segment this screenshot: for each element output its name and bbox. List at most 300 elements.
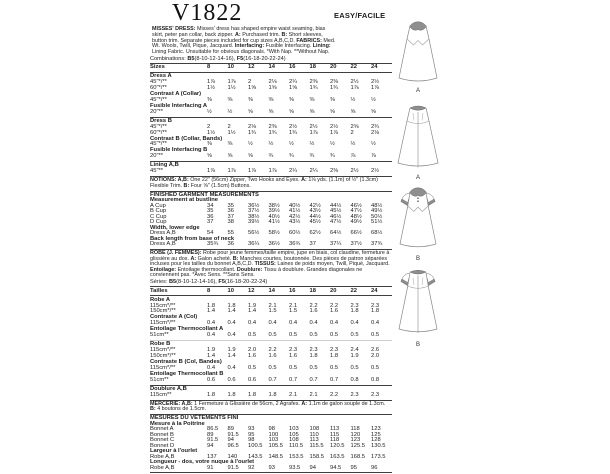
cell-value: 38½ [268, 202, 280, 209]
text-segment: Robe pour jeune femmes/taille empire, jupe en biais, col claudine, fermeture à glissière au dos. [150, 249, 390, 262]
cell-value: 163.5 [330, 453, 345, 460]
text-segment: Laines de poids moyen, Twill, Piqué, Jacquard. [277, 261, 390, 268]
cell-value: 2.1 [309, 391, 318, 398]
cell-value: 1⅞ [248, 168, 257, 175]
text-segment: (16-18-20-22-24) [224, 279, 268, 286]
text-segment: Purchased trim. [242, 31, 282, 38]
cell-value: 55 [227, 230, 234, 237]
cell-value: 43½ [309, 208, 321, 215]
row-label: Doublure A,B [150, 385, 187, 392]
text-segment: 4 boutons de 1.5cm. [157, 406, 207, 413]
cell-value: 56½ [248, 230, 260, 237]
text-segment: 1 Fermeture à Glissière de 56cm, 2 Agrafes. [194, 400, 302, 407]
cell-value: 16 [289, 64, 296, 71]
table-data-row [150, 393, 392, 399]
cell-value: 1½ [227, 85, 236, 92]
cell-value: 1.9 [227, 347, 236, 354]
text-segment: B: [183, 182, 191, 189]
cell-value: 110 [309, 431, 319, 438]
cell-value: 48½ [350, 213, 362, 220]
row-label: A Cup [150, 202, 166, 209]
table-rule [150, 161, 392, 162]
cell-value: 49½ [350, 219, 362, 226]
cell-value: 1⅝ [268, 85, 277, 92]
text-segment: Tissu à doublure. Grandes diagonales ne conviennent pas. *Avec Sens. **Sans Sens. [150, 266, 363, 279]
cell-value: 94.5 [330, 464, 342, 471]
cell-value: 0.5 [289, 364, 298, 371]
cell-value: 93 [248, 426, 255, 433]
cell-value: 1½ [207, 129, 216, 136]
cell-value: 96.5 [227, 442, 239, 449]
text-segment: A: [301, 177, 309, 184]
cell-value: 1.6 [248, 353, 257, 359]
cell-value: 38 [227, 219, 234, 226]
cell-value: 1¾ [289, 129, 298, 136]
cell-value: ⅝ [268, 108, 274, 115]
text-segment: F5 [218, 279, 225, 286]
cell-value: 1¾ [248, 129, 257, 136]
row-label: Fusible Interfacing B [150, 147, 208, 154]
table-data-row [150, 110, 392, 116]
row-label: 115cm*/** [150, 347, 176, 354]
cell-value: 2⅝ [350, 123, 359, 130]
cell-value: 54 [207, 230, 214, 237]
cell-value: 40½ [268, 213, 280, 220]
cell-value: 1⅞ [227, 168, 236, 175]
cell-value: 110.5 [289, 442, 304, 449]
cell-value: 120.5 [330, 442, 345, 449]
cell-value: 0.5 [289, 332, 298, 339]
cell-value: ⅜ [207, 96, 212, 103]
cell-value: 98 [248, 437, 255, 444]
cell-value: 38½ [248, 213, 260, 220]
cell-value: ½ [371, 141, 376, 148]
cell-value: 8 [207, 64, 211, 71]
cell-value: 1.8 [268, 391, 277, 398]
row-label: 115cm*/** [150, 364, 176, 371]
cell-value: 41½ [268, 219, 280, 226]
cell-value: 98 [268, 426, 275, 433]
cell-value: 0.5 [350, 332, 359, 339]
cell-value: 0.5 [371, 332, 380, 339]
row-label: Dress A,B [150, 241, 176, 248]
text-segment: One 22" (56cm) Zipper, Two Hooks and Eyes. [190, 177, 302, 184]
text-segment: MISSES' DRESS: [152, 26, 198, 32]
row-label: Dress B [150, 117, 172, 124]
cell-value: 137 [207, 453, 217, 460]
cell-value: 1.8 [248, 391, 257, 398]
cell-value: 2½ [330, 123, 339, 130]
dress-a-back-drawing [392, 103, 444, 173]
cell-value: 0.4 [227, 364, 236, 371]
cell-value: 44½ [309, 213, 321, 220]
row-label: Tailles [150, 287, 168, 294]
row-label: Robe B [150, 341, 171, 348]
difficulty-label: EASY/FACILE [334, 11, 386, 20]
cell-value: 2.2 [309, 302, 318, 309]
text-segment: B: [232, 255, 240, 262]
row-label: Bonnet A [150, 426, 174, 433]
cell-value: 92 [248, 464, 255, 471]
cell-value: 14 [268, 64, 275, 71]
cell-value: 105 [289, 431, 299, 438]
cell-value: 93.5 [289, 464, 301, 471]
cell-value: 0.6 [227, 376, 236, 383]
mercerie-paragraph [150, 402, 392, 413]
dress-a-front-drawing [392, 20, 444, 86]
cell-value: 120 [350, 431, 361, 438]
cell-value: ⅜ [330, 96, 335, 103]
row-label: 51cm** [150, 332, 169, 339]
row-label: Contrast A (Collar) [150, 91, 202, 97]
cell-value: 128 [371, 437, 381, 444]
cell-value: 1⅝ [248, 85, 257, 92]
text-segment: F5 [236, 56, 244, 62]
row-label: Back length from base of neck [150, 235, 235, 242]
cell-value: 24 [371, 64, 378, 71]
row-label: Largeur à l'ourlet [150, 448, 198, 455]
row-label: FINISHED GARMENT MEASUREMENTS [150, 191, 259, 198]
text-segment: ROBE (J. FEMMES): [150, 249, 204, 256]
cell-value: 108 [309, 426, 320, 433]
cell-value: 1.6 [309, 308, 318, 315]
cell-value: 1.5 [289, 308, 298, 315]
cell-value: 0.7 [309, 376, 318, 383]
cell-value: 1.5 [268, 308, 277, 315]
cell-value: 36½ [268, 241, 280, 248]
cell-value: ½ [371, 96, 376, 103]
cell-value: 0.4 [371, 320, 380, 327]
cell-value: 0.5 [350, 364, 359, 371]
cell-value: ½ [309, 141, 315, 148]
cell-value: ½ [268, 141, 274, 148]
text-segment: Lining: [312, 43, 331, 50]
cell-value: 47½ [350, 208, 362, 215]
cell-value: 36 [207, 213, 214, 220]
cell-value: ¾ [330, 153, 335, 160]
cell-value: 1.9 [350, 353, 359, 359]
text-segment: A: [190, 255, 198, 262]
cell-value: ⅝ [309, 108, 315, 115]
cell-value: 2⅜ [330, 79, 339, 86]
cell-value: 1.8 [227, 302, 236, 309]
cell-value: 2½ [350, 79, 359, 86]
cell-value: ½ [330, 141, 335, 148]
cell-value: 168.5 [350, 453, 366, 460]
text-segment: Interfacing: [234, 43, 266, 50]
mesures-table [150, 416, 392, 473]
text-segment: TISSUS: [254, 261, 278, 268]
cell-value: 1⅞ [350, 85, 359, 92]
text-segment: B5 [187, 56, 195, 62]
row-label: 20"** [150, 153, 164, 160]
cell-value: ⅜ [248, 96, 253, 103]
text-segment: NOTIONS: [150, 177, 178, 184]
cell-value: ⅝ [248, 153, 253, 160]
cell-value: 115.5 [309, 442, 324, 449]
row-label: 20"** [150, 108, 164, 115]
cell-value: 0.5 [268, 332, 277, 339]
cell-value: 2⅛ [248, 123, 257, 130]
cell-value: ⅝ [227, 153, 233, 160]
cell-value: 50½ [371, 213, 383, 220]
cell-value: ½ [350, 141, 356, 148]
cell-value: ⅝ [371, 108, 376, 115]
cell-value: 2.2 [330, 302, 339, 309]
cell-value: 24 [371, 287, 378, 294]
row-label: 45"*/** [150, 141, 167, 148]
cell-value: 66½ [350, 230, 362, 237]
cell-value: 0.5 [248, 364, 257, 371]
cell-value: 93 [268, 464, 275, 471]
cell-value: 1.4 [207, 308, 216, 315]
cell-value: 2.3 [289, 347, 298, 354]
cell-value: 0.5 [309, 332, 318, 339]
cell-value: 1⅞ [330, 129, 339, 136]
text-segment: MERCERIE: [150, 400, 182, 407]
cell-value: 130.5 [371, 442, 386, 449]
cell-value: 22 [350, 287, 357, 294]
cell-value: 39½ [268, 208, 280, 215]
cell-value: 35 [207, 208, 214, 215]
cell-value: 89 [227, 426, 234, 433]
row-label: 60"*/** [150, 129, 167, 136]
row-label: Entoilage Thermocollant A [150, 326, 224, 333]
row-label: Bonnet B [150, 431, 174, 438]
cell-value: 1.4 [227, 308, 236, 315]
text-segment: Four ⅝" (1.5cm) Buttons. [190, 182, 251, 189]
cell-value: 46½ [350, 202, 362, 209]
cell-value: 16 [289, 287, 296, 294]
cell-value: 0.4 [330, 320, 339, 327]
text-segment: Doublure: [236, 266, 264, 273]
cell-value: 103 [268, 437, 279, 444]
cell-value: 1.8 [207, 391, 216, 398]
text-segment: Entoilage: [150, 266, 178, 273]
cell-value: 1⅞ [371, 85, 380, 92]
cell-value: 37 [309, 241, 316, 248]
cell-value: 0.4 [309, 320, 318, 327]
row-label: 45"*/** [150, 79, 167, 86]
cell-value: 2 [207, 123, 211, 130]
cell-value: 36½ [248, 202, 260, 209]
cell-value: 2½ [371, 79, 380, 86]
cell-value: 1⅞ [268, 168, 277, 175]
row-label: 45"*/** [150, 123, 167, 130]
cell-value: 34 [207, 202, 214, 209]
row-label: 150cm*/** [150, 308, 176, 315]
cell-value: 0.5 [371, 364, 380, 371]
cell-value: ⅜ [268, 96, 274, 103]
cell-value: 58½ [268, 230, 280, 237]
cell-value: 0.4 [227, 320, 236, 327]
row-label: Bonnet D [150, 442, 175, 449]
cell-value: ½ [350, 96, 356, 103]
text-segment: (8-10-12-14-16), [176, 279, 219, 286]
cell-value: 108 [289, 437, 299, 444]
cell-value: 0.4 [207, 364, 216, 371]
notions-paragraph [150, 178, 392, 189]
text-segment: A: [301, 400, 309, 407]
cell-value: 0.4 [350, 320, 359, 327]
cell-value: 86.5 [207, 426, 219, 433]
cell-value: 1.4 [248, 308, 257, 315]
cell-value: ⅜ [309, 96, 315, 103]
table-data-row [150, 378, 392, 384]
text-segment: Galon acheté. [197, 255, 233, 262]
cell-value: 0.7 [289, 376, 298, 383]
text-segment: Fusible Interfacing. [265, 43, 313, 50]
table-header-row [150, 65, 392, 71]
cell-value: ¾ [309, 153, 315, 160]
cell-value: 1¾ [309, 85, 318, 92]
text-segment: A: [235, 31, 243, 38]
cell-value: 94 [207, 442, 214, 449]
cell-value: 45½ [330, 208, 342, 215]
cell-value: 1.6 [268, 353, 277, 359]
cell-value: 1⅞ [207, 79, 216, 86]
cell-value: 0.5 [268, 364, 277, 371]
cell-value: 62½ [309, 230, 321, 237]
row-label: Robe A [150, 296, 171, 303]
yardage-table-english [150, 63, 392, 177]
cell-value: 143.5 [248, 453, 263, 460]
cell-value: 2.2 [330, 391, 339, 398]
cell-value: ¾ [289, 153, 294, 160]
cell-value: 158.5 [309, 453, 325, 460]
cell-value: 125.5 [350, 442, 366, 449]
text-segment: Entoilage thermocollant. [177, 266, 237, 273]
figure-label: A [415, 175, 420, 181]
table-data-row [150, 466, 392, 472]
text-segment: (8-10-12-14-16), [194, 56, 237, 62]
cell-value: 2⅛ [371, 129, 380, 136]
row-label: Measurement at bustline [150, 197, 218, 204]
cell-value: ¾ [268, 153, 274, 160]
cell-value: 0.7 [330, 376, 339, 383]
cell-value: 2¾ [371, 123, 380, 130]
cell-value: 10 [227, 64, 234, 71]
cell-value: 35 [227, 202, 234, 209]
cell-value: 1¾ [268, 129, 277, 136]
dress-a-front-illustration [392, 20, 444, 94]
cell-value: 1.6 [330, 308, 339, 315]
cell-value: 2¼ [289, 168, 298, 175]
table-data-row [150, 169, 392, 175]
row-label: 115cm** [150, 391, 172, 398]
table-rule [150, 340, 392, 341]
row-label: 115cm*/** [150, 302, 176, 309]
dress-b-front-drawing [392, 186, 444, 254]
row-label: Contraste A (Col) [150, 314, 198, 321]
cell-value: 0.6 [207, 376, 216, 383]
row-label: Robe A,B [150, 453, 175, 460]
cell-value: 91.5 [207, 437, 219, 444]
cell-value: 148.5 [268, 453, 284, 460]
text-segment: Lining Fabric. Unsuitable for obvious diagonals. *With Nap. **Without Nap. [152, 49, 330, 55]
cell-value: 2.6 [371, 347, 380, 354]
cell-value: 51½ [371, 219, 383, 226]
cell-value: ⅝ [248, 108, 253, 115]
cell-value: 2¼ [309, 168, 318, 175]
cell-value: ⅝ [330, 108, 335, 115]
cell-value: 0.5 [309, 364, 318, 371]
cell-value: 44½ [330, 202, 342, 209]
cell-value: 1.9 [207, 347, 216, 354]
cell-value: 64½ [330, 230, 342, 237]
cell-value: 36 [227, 241, 234, 248]
figure-label: B [415, 342, 420, 348]
cell-value: 43½ [289, 219, 301, 226]
row-label: Dress A,B [150, 230, 176, 237]
table-rule [150, 295, 392, 296]
cell-value: 91.5 [227, 464, 239, 471]
cell-value: 8 [207, 287, 211, 294]
cell-value: 45½ [309, 219, 321, 226]
cell-value: 0.4 [227, 332, 236, 339]
table-rule [150, 472, 392, 473]
text-segment: A,B: [177, 177, 191, 184]
cell-value: 1⅞ [309, 129, 318, 136]
row-label: Width, lower edge [150, 224, 200, 231]
cell-value: 1.6 [289, 353, 298, 359]
cell-value: 95 [248, 431, 255, 438]
cell-value: ⅜ [227, 96, 233, 103]
table-data-row [150, 242, 392, 248]
cell-value: 91 [207, 464, 214, 471]
cell-value: 2¼ [289, 79, 298, 86]
row-label: Robe A,B [150, 464, 175, 471]
cell-value: 115 [330, 431, 340, 438]
cell-value: 91.5 [227, 431, 239, 438]
pattern-number: V1822 [172, 0, 243, 26]
cell-value: 0.5 [248, 332, 257, 339]
row-label: 60"*/** [150, 85, 167, 92]
cell-value: 0.7 [268, 376, 277, 383]
cell-value: 0.4 [207, 320, 216, 327]
table-rule [150, 72, 392, 73]
cell-value: 103 [289, 426, 299, 433]
cell-value: 18 [309, 287, 316, 294]
cell-value: 2½ [371, 168, 380, 175]
cell-value: 1.9 [248, 302, 257, 309]
cell-value: 10 [227, 287, 234, 294]
cell-value: 49½ [371, 208, 383, 215]
cell-value: 2 [350, 129, 354, 136]
cell-value: 1.8 [371, 308, 380, 315]
cell-value: 2⅜ [268, 123, 277, 130]
row-label: Dress A [150, 73, 172, 80]
text-segment: FABRICS: [296, 37, 324, 44]
cell-value: 2.0 [248, 347, 257, 354]
cell-value: ⅜ [207, 141, 212, 148]
cell-value: 22 [350, 64, 357, 71]
cell-value: 68½ [371, 230, 383, 237]
cell-value: 118 [350, 426, 360, 433]
cell-value: 118 [330, 437, 340, 444]
dress-b-back-drawing [392, 267, 444, 340]
row-label: Longueur - dos, votre nuque à l'ourlet [150, 459, 255, 466]
cell-value: 0.4 [248, 320, 257, 327]
description-english [152, 27, 336, 56]
text-segment: B5 [168, 279, 177, 286]
cell-value: ⅜ [227, 141, 233, 148]
cell-value: 46½ [330, 213, 342, 220]
cell-value: 47½ [330, 219, 342, 226]
cell-value: 2.3 [371, 391, 380, 398]
row-label: Mesure à la Poitrine [150, 420, 205, 427]
cell-value: 2.3 [371, 302, 380, 309]
